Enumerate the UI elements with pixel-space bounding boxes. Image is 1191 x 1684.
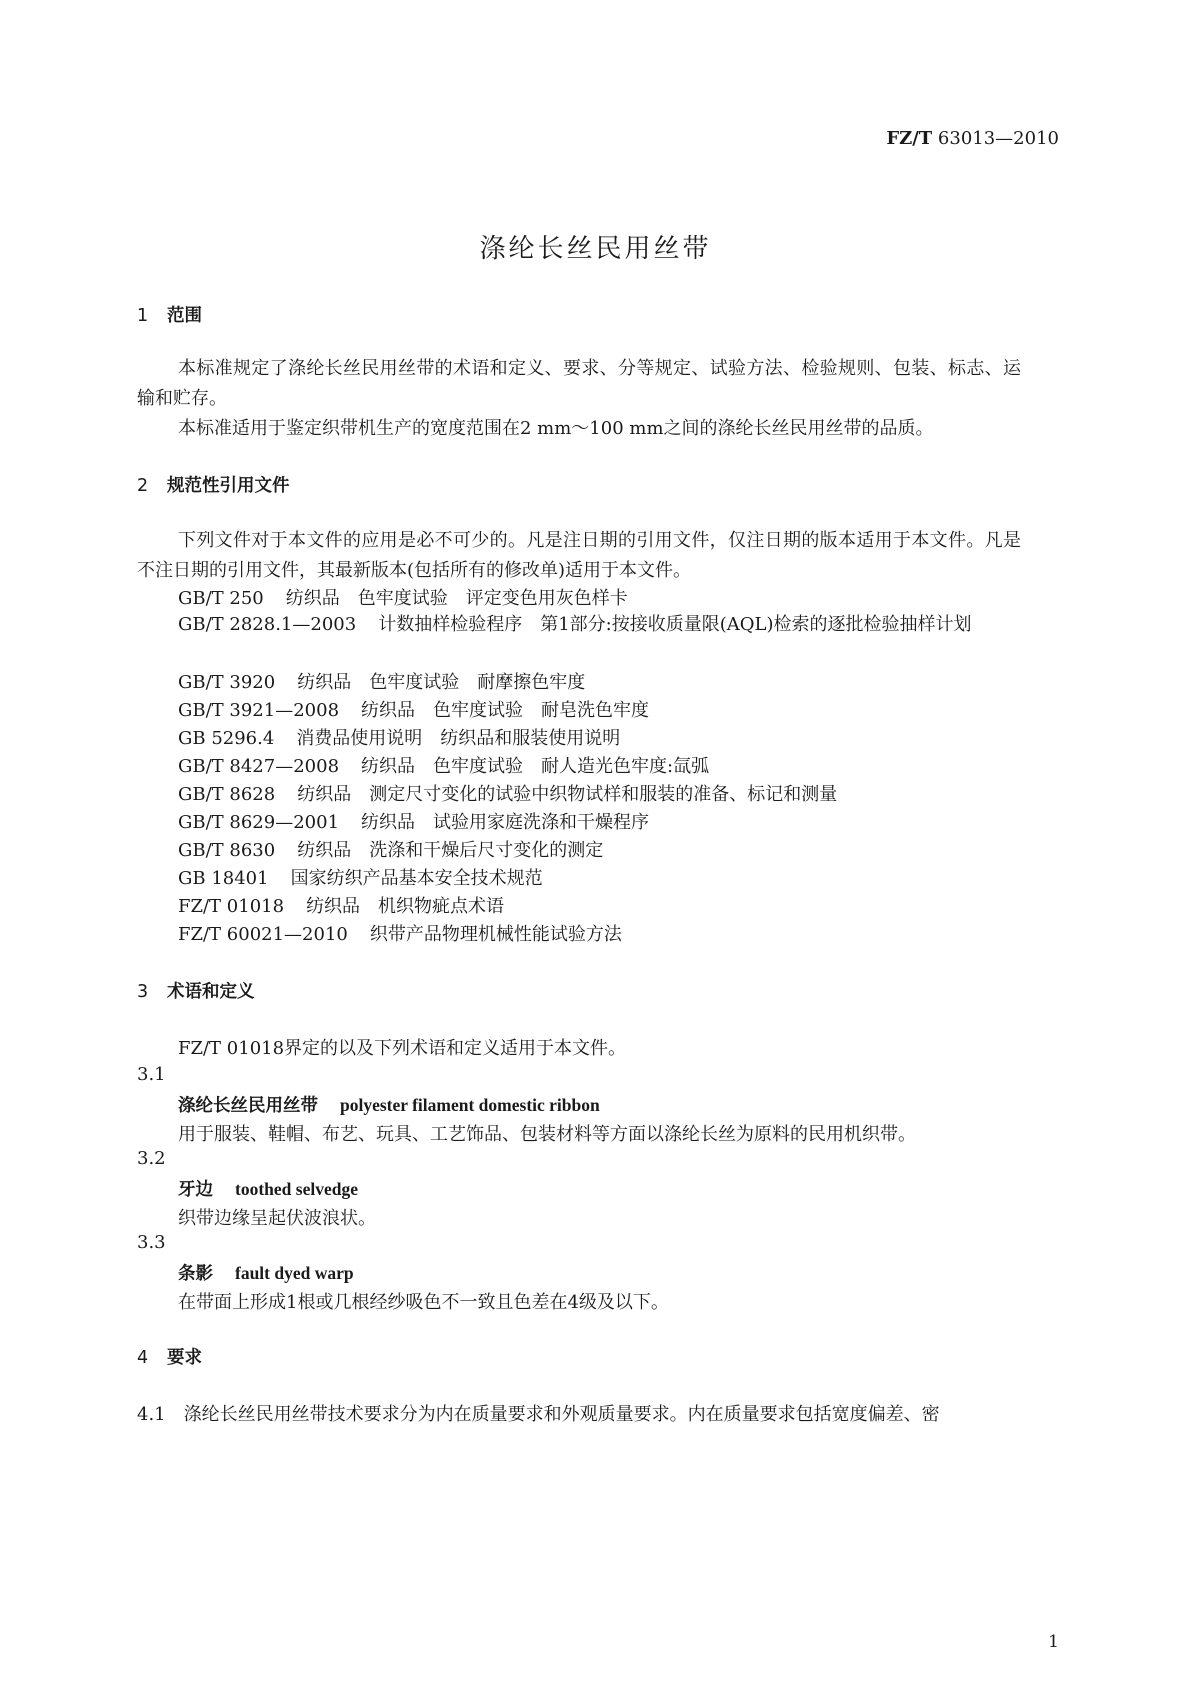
- term-chinese: 条影: [178, 1264, 213, 1284]
- reference-item: [178, 836, 603, 862]
- term-heading: [178, 1260, 354, 1285]
- reference-code: GB/T 2828.1—2003: [178, 614, 357, 635]
- term-english: polyester filament domestic ribbon: [340, 1095, 600, 1115]
- document-title: 涤纶长丝民用丝带: [479, 234, 712, 264]
- reference-title: 织带产品物理机械性能试验方法: [369, 924, 622, 945]
- reference-title: 消费品使用说明 纺织品和服装使用说明: [296, 728, 621, 749]
- section-3-intro: FZ/T 01018界定的以及下列术语和定义适用于本文件。: [178, 1038, 627, 1059]
- page-number: 1: [1048, 1632, 1059, 1652]
- section-number: 2: [137, 476, 149, 496]
- term-number: 3.2: [137, 1148, 166, 1169]
- reference-item: [178, 808, 649, 834]
- term-heading: [178, 1092, 600, 1117]
- reference-code: GB 5296.4: [178, 728, 275, 749]
- reference-item: [178, 584, 628, 610]
- reference-title: 纺织品 色牢度试验 耐人造光色牢度:氙弧: [361, 756, 710, 777]
- reference-item: [178, 752, 709, 778]
- reference-title: 纺织品 色牢度试验 评定变色用灰色样卡: [285, 588, 628, 609]
- section-2-heading: [137, 472, 290, 497]
- reference-item: [178, 920, 622, 946]
- section-number: 4: [137, 1348, 149, 1368]
- reference-item: [178, 864, 543, 890]
- reference-code: GB/T 8629—2001: [178, 812, 340, 833]
- reference-code: FZ/T 01018: [178, 896, 285, 917]
- reference-title: 国家纺织产品基本安全技术规范: [290, 868, 543, 889]
- section-1-heading: [137, 302, 202, 327]
- section-1-paragraph-1: 本标准规定了涤纶长丝民用丝带的术语和定义、要求、分等规定、试验方法、检验规则、包装、标志、运输和贮存。: [137, 358, 1021, 409]
- standard-code: [886, 128, 1059, 149]
- section-title: 规范性引用文件: [167, 476, 290, 496]
- term-english: toothed selvedge: [235, 1179, 358, 1199]
- term-definition: 用于服装、鞋帽、布艺、玩具、工艺饰品、包装材料等方面以涤纶长丝为原料的民用机织带。: [178, 1124, 916, 1145]
- standard-code-number: 63013—2010: [932, 128, 1059, 149]
- term-definition: 织带边缘呈起伏波浪状。: [178, 1208, 376, 1229]
- section-title: 术语和定义: [167, 982, 255, 1002]
- reference-code: GB/T 8427—2008: [178, 756, 340, 777]
- reference-item: [178, 668, 585, 694]
- reference-code: GB/T 8628: [178, 784, 276, 805]
- reference-item: [137, 610, 1062, 640]
- reference-title: 纺织品 机织物疵点术语: [306, 896, 505, 917]
- term-chinese: 牙边: [178, 1180, 213, 1200]
- clause-number: 4.1: [137, 1404, 166, 1425]
- reference-item: [178, 780, 837, 806]
- section-3-heading: [137, 978, 255, 1003]
- reference-item: [178, 892, 504, 918]
- reference-title: 纺织品 试验用家庭洗涤和干燥程序: [361, 812, 650, 833]
- section-number: 1: [137, 306, 149, 326]
- reference-title: 计数抽样检验程序 第1部分:按接收质量限(AQL)检索的逐批检验抽样计划: [378, 614, 972, 635]
- term-chinese: 涤纶长丝民用丝带: [178, 1096, 318, 1116]
- term-number: 3.3: [137, 1232, 166, 1253]
- reference-code: GB/T 8630: [178, 840, 276, 861]
- term-number: 3.1: [137, 1064, 166, 1085]
- section-title: 范围: [167, 306, 202, 326]
- reference-title: 纺织品 色牢度试验 耐摩擦色牢度: [297, 672, 586, 693]
- section-1-paragraph-2: 本标准适用于鉴定织带机生产的宽度范围在2 mm～100 mm之间的涤纶长丝民用丝带的品质。: [178, 418, 934, 439]
- section-4-heading: [137, 1344, 202, 1369]
- reference-title: 纺织品 测定尺寸变化的试验中织物试样和服装的准备、标记和测量: [297, 784, 838, 805]
- section-2-intro: 下列文件对于本文件的应用是必不可少的。凡是注日期的引用文件，仅注日期的版本适用于本文件。凡是不注日期的引用文件，其最新版本(包括所有的修改单)适用于本文件。: [137, 530, 1021, 581]
- reference-title: 纺织品 色牢度试验 耐皂洗色牢度: [361, 700, 650, 721]
- section-title: 要求: [167, 1348, 202, 1368]
- reference-code: FZ/T 60021—2010: [178, 924, 348, 945]
- reference-code: GB/T 3921—2008: [178, 700, 340, 721]
- clause-text: 涤纶长丝民用丝带技术要求分为内在质量要求和外观质量要求。内在质量要求包括宽度偏差、密: [183, 1404, 940, 1425]
- section-number: 3: [137, 982, 149, 1002]
- standard-code-prefix: FZ/T: [886, 128, 933, 149]
- reference-code: GB 18401: [178, 868, 269, 889]
- term-english: fault dyed warp: [235, 1263, 354, 1283]
- term-definition: 在带面上形成1根或几根经纱吸色不一致且色差在4级及以下。: [178, 1292, 669, 1313]
- reference-item: [178, 724, 620, 750]
- reference-code: GB/T 3920: [178, 672, 276, 693]
- clause-4-1: [137, 1400, 940, 1426]
- reference-code: GB/T 250: [178, 588, 264, 609]
- term-heading: [178, 1176, 358, 1201]
- reference-title: 纺织品 洗涤和干燥后尺寸变化的测定: [297, 840, 604, 861]
- reference-item: [178, 696, 649, 722]
